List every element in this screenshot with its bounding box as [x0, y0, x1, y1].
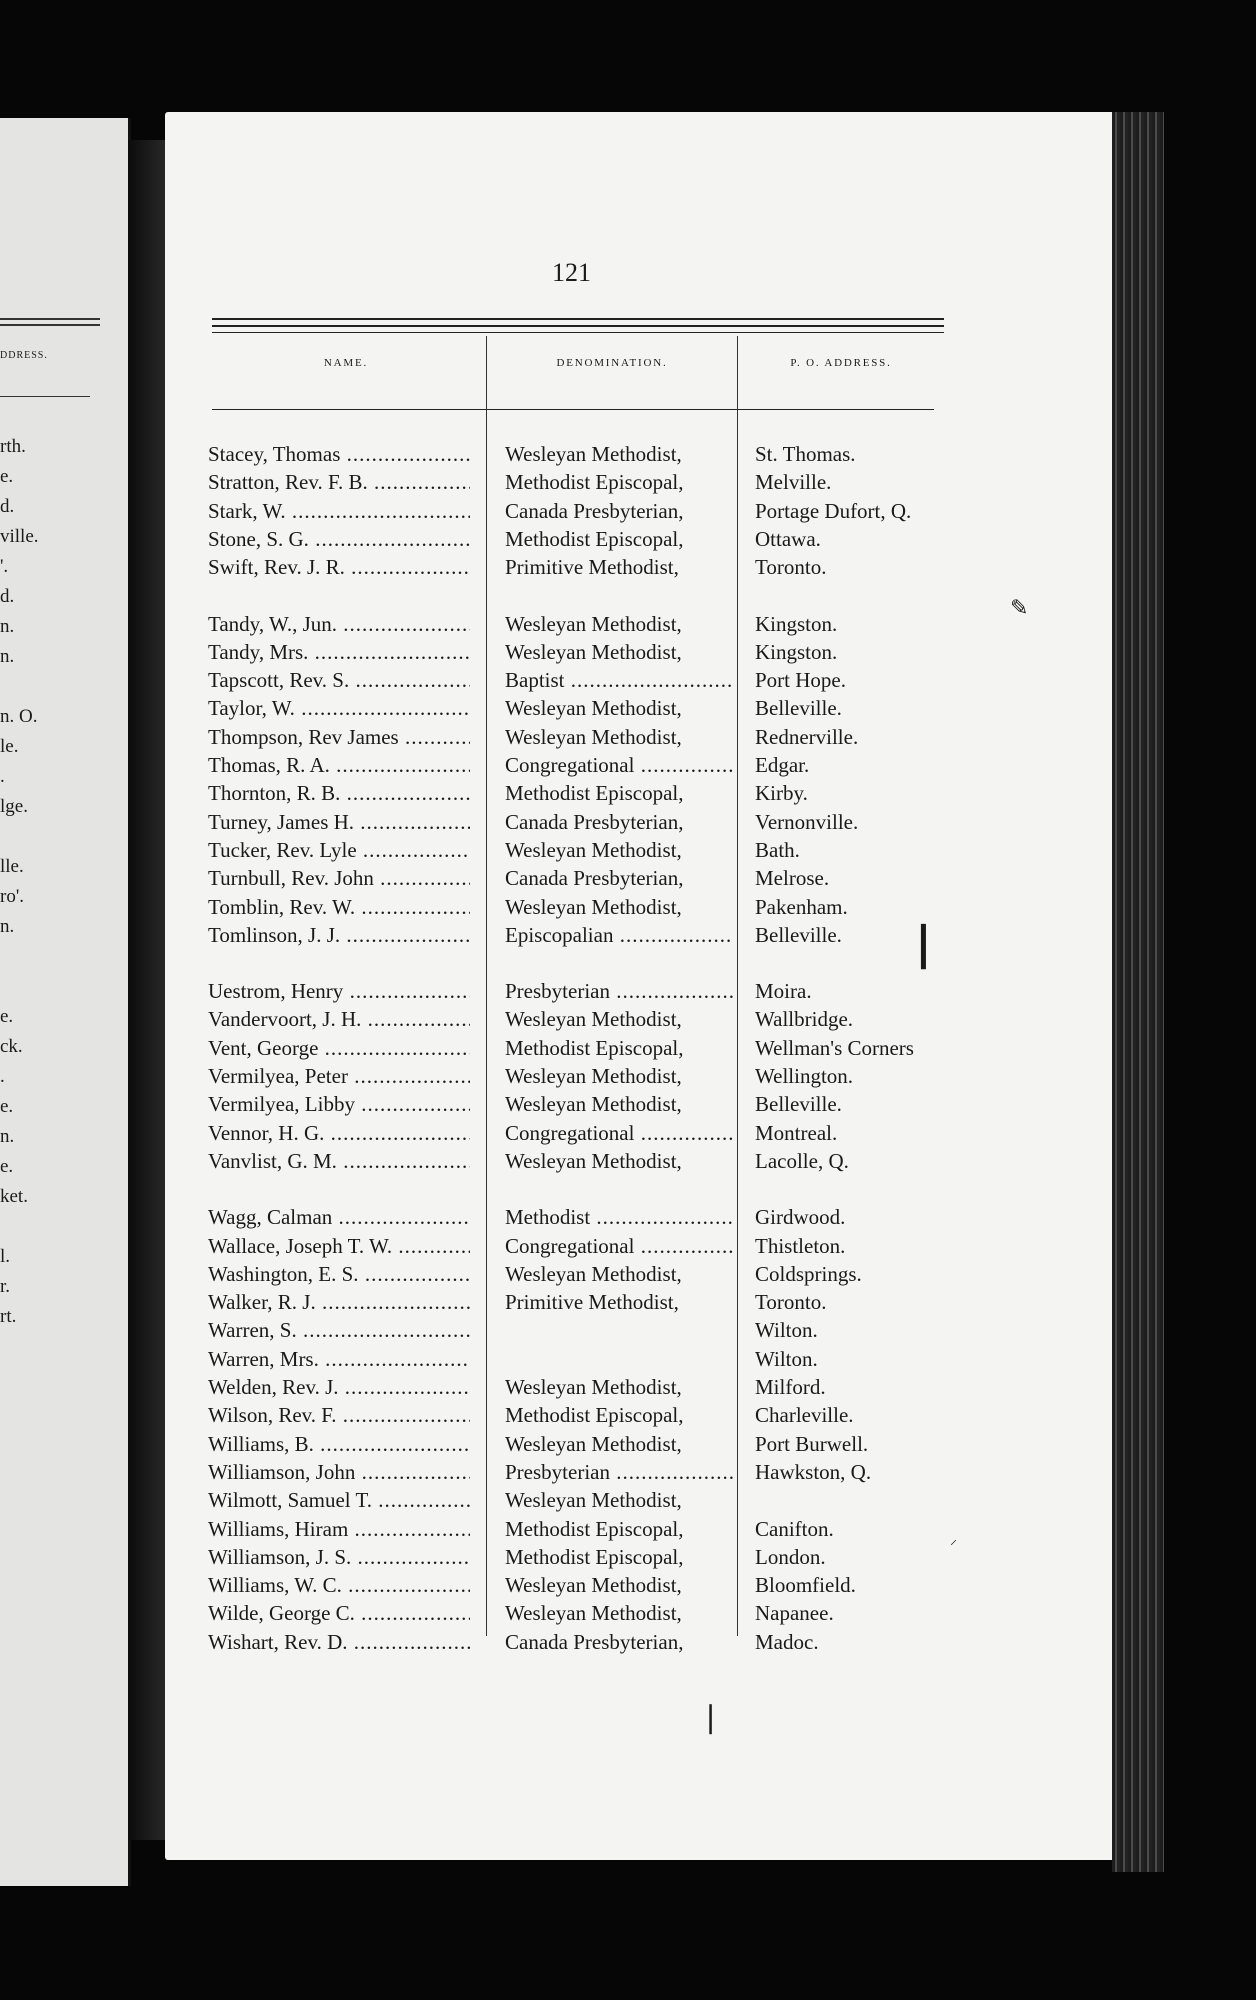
- entry-denomination: Baptist .....: [505, 666, 733, 694]
- ink-mark: ⸝: [950, 1533, 957, 1548]
- entry-address: Kingston.: [755, 611, 838, 636]
- entry-address: Girdwood.: [755, 1205, 846, 1230]
- entry-address: Wellington.: [755, 1064, 854, 1088]
- entry-name: Stone, S. G. .....: [208, 525, 470, 553]
- entry-address: Wilton.: [755, 1318, 818, 1343]
- entry-denomination: Congregational .....: [505, 1232, 733, 1260]
- left-page-rule: [0, 396, 90, 397]
- entry-row: [0, 525, 1256, 553]
- previous-page-line: '.: [0, 556, 9, 577]
- entry-address: Vernonville.: [755, 809, 859, 834]
- previous-page-line: n.: [0, 1126, 15, 1147]
- previous-page-line: r.: [0, 1276, 11, 1297]
- previous-page-line: d.: [0, 586, 15, 607]
- entry-name: Uestrom, Henry .....: [208, 977, 470, 1005]
- entry-row: [0, 1628, 1256, 1656]
- entry-name: Williams, W. C. .....: [208, 1571, 470, 1599]
- entry-name: Stark, W. .....: [208, 497, 470, 525]
- entry-address: Moira.: [755, 979, 812, 1004]
- entry-row: [0, 1345, 1256, 1373]
- entry-row: [0, 1034, 1256, 1062]
- ink-mark: ❘: [905, 919, 942, 968]
- entry-row: [0, 1373, 1256, 1401]
- entry-name: Tomlinson, J. J. .....: [208, 921, 470, 949]
- entry-address: Kingston.: [755, 639, 838, 664]
- entry-row: [0, 1543, 1256, 1571]
- entry-denomination: Primitive Methodist,: [505, 1290, 679, 1315]
- entry-denomination: Wesleyan Methodist,: [505, 1064, 682, 1088]
- entry-denomination: Canada Presbyterian,: [505, 1629, 684, 1654]
- previous-page-line: n.: [0, 616, 15, 637]
- entry-address: Bath.: [755, 837, 800, 862]
- entry-row: [0, 468, 1256, 496]
- entry-row: [0, 779, 1256, 807]
- entry-denomination: Wesleyan Methodist,: [505, 1148, 682, 1173]
- entry-address: Wilton.: [755, 1346, 818, 1371]
- entry-row: [0, 1232, 1256, 1260]
- previous-page-line: e.: [0, 1096, 14, 1117]
- entry-denomination: Wesleyan Methodist,: [505, 1601, 682, 1626]
- entry-name: Thompson, Rev James .....: [208, 723, 470, 751]
- entry-denomination: Primitive Methodist,: [505, 555, 679, 580]
- left-page-rule: [0, 318, 100, 320]
- previous-page-line: lge.: [0, 796, 28, 817]
- entry-denomination: Wesleyan Methodist,: [505, 1573, 682, 1598]
- entry-name: Wishart, Rev. D. .....: [208, 1628, 470, 1656]
- entry-row: [0, 1119, 1256, 1147]
- entry-denomination: Wesleyan Methodist,: [505, 1007, 682, 1032]
- entry-row: [0, 497, 1256, 525]
- previous-page-line: e.: [0, 1006, 14, 1027]
- entry-denomination: Wesleyan Methodist,: [505, 442, 682, 466]
- entry-denomination: Episcopalian .....: [505, 921, 733, 949]
- entry-denomination: Wesleyan Methodist,: [505, 639, 682, 664]
- entry-address: Port Hope.: [755, 668, 846, 693]
- entry-name: Stacey, Thomas .....: [208, 440, 470, 468]
- entry-row: [0, 1062, 1256, 1090]
- entry-denomination: Congregational .....: [505, 751, 733, 779]
- entry-name: Williamson, John .....: [208, 1458, 470, 1486]
- entry-address: Edgar.: [755, 753, 810, 777]
- entry-denomination: Wesleyan Methodist,: [505, 696, 682, 721]
- entry-address: Belleville.: [755, 922, 842, 947]
- entry-address: Hawkston, Q.: [755, 1459, 872, 1484]
- previous-page-line: lle.: [0, 856, 24, 877]
- column-header-address: P. O. ADDRESS.: [790, 357, 892, 369]
- entry-address: Kirby.: [755, 781, 808, 806]
- previous-page-line: l.: [0, 1246, 11, 1267]
- entry-denomination: Methodist Episcopal,: [505, 1516, 684, 1541]
- entry-name: Wilde, George C. .....: [208, 1599, 470, 1627]
- entry-address: Thistleton.: [755, 1233, 846, 1258]
- previous-page-header: DDRESS.: [0, 350, 48, 361]
- entry-name: Vent, George .....: [208, 1034, 470, 1062]
- previous-page-line: ville.: [0, 526, 39, 547]
- entry-row: [0, 1316, 1256, 1344]
- entry-denomination: Canada Presbyterian,: [505, 809, 684, 834]
- entry-row: [0, 808, 1256, 836]
- entry-name: Tandy, W., Jun. .....: [208, 610, 470, 638]
- previous-page-line: .: [0, 766, 5, 787]
- entry-address: Madoc.: [755, 1629, 819, 1654]
- entry-denomination: Methodist Episcopal,: [505, 1403, 684, 1428]
- previous-page-line: n. O.: [0, 706, 38, 727]
- entry-name: Stratton, Rev. F. B. .....: [208, 468, 470, 496]
- entry-denomination: Wesleyan Methodist,: [505, 1488, 682, 1513]
- entry-name: Thornton, R. B. .....: [208, 779, 470, 807]
- previous-page-line: ket.: [0, 1186, 28, 1207]
- entry-address: Wellman's Corners: [755, 1035, 914, 1060]
- entry-name: Wilmott, Samuel T. .....: [208, 1486, 470, 1514]
- entry-address: Belleville.: [755, 1092, 842, 1117]
- entry-row: [0, 1401, 1256, 1429]
- header-rule-top: [212, 325, 944, 327]
- entry-name: Wallace, Joseph T. W. .....: [208, 1232, 470, 1260]
- entry-name: Walker, R. J. .....: [208, 1288, 470, 1316]
- entry-denomination: Methodist Episcopal,: [505, 526, 684, 551]
- entry-denomination: Wesleyan Methodist,: [505, 1375, 682, 1399]
- entry-denomination: Wesleyan Methodist,: [505, 1092, 682, 1117]
- entry-address: Bloomfield.: [755, 1573, 856, 1598]
- entry-address: St. Thomas.: [755, 442, 856, 466]
- previous-page-line: ro'.: [0, 886, 25, 907]
- previous-page-line: rt.: [0, 1306, 17, 1327]
- previous-page-line: d.: [0, 496, 15, 517]
- header-rule-bottom: [212, 409, 934, 410]
- entry-row: [0, 1430, 1256, 1458]
- entry-address: Toronto.: [755, 555, 827, 580]
- entry-row: [0, 893, 1256, 921]
- entry-denomination: Methodist Episcopal,: [505, 781, 684, 806]
- header-rule-top: [212, 332, 944, 333]
- entry-row: [0, 836, 1256, 864]
- entry-row: [0, 1203, 1256, 1231]
- entry-address: Port Burwell.: [755, 1431, 869, 1456]
- entry-name: Williamson, J. S. .....: [208, 1543, 470, 1571]
- entry-row: [0, 1090, 1256, 1118]
- entry-row: [0, 1486, 1256, 1514]
- entry-name: Williams, Hiram .....: [208, 1515, 470, 1543]
- entry-name: Washington, E. S. .....: [208, 1260, 470, 1288]
- ink-mark: ✎: [1010, 595, 1029, 620]
- entry-address: Coldsprings.: [755, 1261, 862, 1286]
- entry-row: [0, 921, 1256, 949]
- entry-denomination: Presbyterian .....: [505, 977, 733, 1005]
- entry-name: Vennor, H. G. .....: [208, 1119, 470, 1147]
- entry-row: [0, 1571, 1256, 1599]
- entry-name: Tandy, Mrs. .....: [208, 638, 470, 666]
- ink-mark: ❘: [698, 1701, 724, 1734]
- previous-page-line: rth.: [0, 436, 26, 457]
- previous-page-line: e.: [0, 1156, 14, 1177]
- entry-address: Melville.: [755, 470, 832, 495]
- entry-address: Wallbridge.: [755, 1007, 854, 1032]
- entry-row: [0, 723, 1256, 751]
- entry-denomination: Canada Presbyterian,: [505, 498, 684, 523]
- entry-address: Belleville.: [755, 696, 842, 721]
- entry-row: [0, 1515, 1256, 1543]
- previous-page-line: le.: [0, 736, 19, 757]
- previous-page-line: n.: [0, 646, 15, 667]
- previous-page-line: n.: [0, 916, 15, 937]
- entry-row: [0, 977, 1256, 1005]
- entry-denomination: Wesleyan Methodist,: [505, 1431, 682, 1456]
- entry-row: [0, 1288, 1256, 1316]
- entry-row: [0, 864, 1256, 892]
- entry-row: [0, 1260, 1256, 1288]
- entry-address: Toronto.: [755, 1290, 827, 1315]
- entry-denomination: Wesleyan Methodist,: [505, 1261, 682, 1286]
- entry-name: Warren, Mrs. .....: [208, 1345, 470, 1373]
- entry-address: Charleville.: [755, 1403, 854, 1428]
- entry-name: Wagg, Calman .....: [208, 1203, 470, 1231]
- entry-row: [0, 751, 1256, 779]
- entry-name: Tucker, Rev. Lyle .....: [208, 836, 470, 864]
- previous-page-line: .: [0, 1066, 5, 1087]
- entry-denomination: Canada Presbyterian,: [505, 866, 684, 891]
- entry-address: Rednerville.: [755, 724, 859, 749]
- entry-name: Vermilyea, Libby .....: [208, 1090, 470, 1118]
- entry-address: Lacolle, Q.: [755, 1148, 849, 1173]
- previous-page-line: ck.: [0, 1036, 23, 1057]
- entry-row: [0, 694, 1256, 722]
- entry-address: Ottawa.: [755, 526, 821, 551]
- entry-name: Thomas, R. A. .....: [208, 751, 470, 779]
- previous-page-line: e.: [0, 466, 14, 487]
- header-rule-top: [212, 318, 944, 320]
- page-number: 121: [552, 258, 591, 287]
- entry-address: Pakenham.: [755, 894, 848, 919]
- entry-name: Vandervoort, J. H. .....: [208, 1005, 470, 1033]
- entry-address: Napanee.: [755, 1601, 834, 1626]
- entry-denomination: Wesleyan Methodist,: [505, 837, 682, 862]
- entry-address: Canifton.: [755, 1516, 834, 1541]
- entry-name: Williams, B. .....: [208, 1430, 470, 1458]
- entry-row: [0, 440, 1256, 468]
- entry-name: Welden, Rev. J. .....: [208, 1373, 470, 1401]
- entry-name: Tapscott, Rev. S. .....: [208, 666, 470, 694]
- entry-row: [0, 1599, 1256, 1627]
- entry-row: [0, 666, 1256, 694]
- entry-name: Turney, James H. .....: [208, 808, 470, 836]
- entry-name: Turnbull, Rev. John .....: [208, 864, 470, 892]
- entry-row: [0, 1005, 1256, 1033]
- entry-denomination: Wesleyan Methodist,: [505, 611, 682, 636]
- entry-row: [0, 1458, 1256, 1486]
- entry-address: Milford.: [755, 1375, 826, 1399]
- entry-row: [0, 638, 1256, 666]
- entry-denomination: Methodist .....: [505, 1203, 733, 1231]
- entry-address: Melrose.: [755, 866, 830, 891]
- left-page-rule: [0, 324, 100, 326]
- entry-row: [0, 610, 1256, 638]
- column-header-name: NAME.: [323, 357, 369, 369]
- entry-address: Montreal.: [755, 1120, 838, 1145]
- entry-name: Warren, S. .....: [208, 1316, 470, 1344]
- entry-name: Taylor, W. .....: [208, 694, 470, 722]
- entry-address: London.: [755, 1544, 826, 1569]
- entry-denomination: Methodist Episcopal,: [505, 1544, 684, 1569]
- entry-name: Vermilyea, Peter .....: [208, 1062, 470, 1090]
- entry-denomination: Wesleyan Methodist,: [505, 894, 682, 919]
- entry-row: [0, 553, 1256, 581]
- entry-name: Swift, Rev. J. R. .....: [208, 553, 470, 581]
- entry-row: [0, 1147, 1256, 1175]
- entry-denomination: Presbyterian .....: [505, 1458, 733, 1486]
- entry-name: Wilson, Rev. F. .....: [208, 1401, 470, 1429]
- entry-address: Portage Dufort, Q.: [755, 498, 912, 523]
- column-header-denomination: DENOMINATION.: [556, 357, 668, 369]
- entry-name: Vanvlist, G. M. .....: [208, 1147, 470, 1175]
- entry-denomination: Congregational .....: [505, 1119, 733, 1147]
- entry-denomination: Methodist Episcopal,: [505, 470, 684, 495]
- entry-name: Tomblin, Rev. W. .....: [208, 893, 470, 921]
- entry-denomination: Methodist Episcopal,: [505, 1035, 684, 1060]
- entry-denomination: Wesleyan Methodist,: [505, 724, 682, 749]
